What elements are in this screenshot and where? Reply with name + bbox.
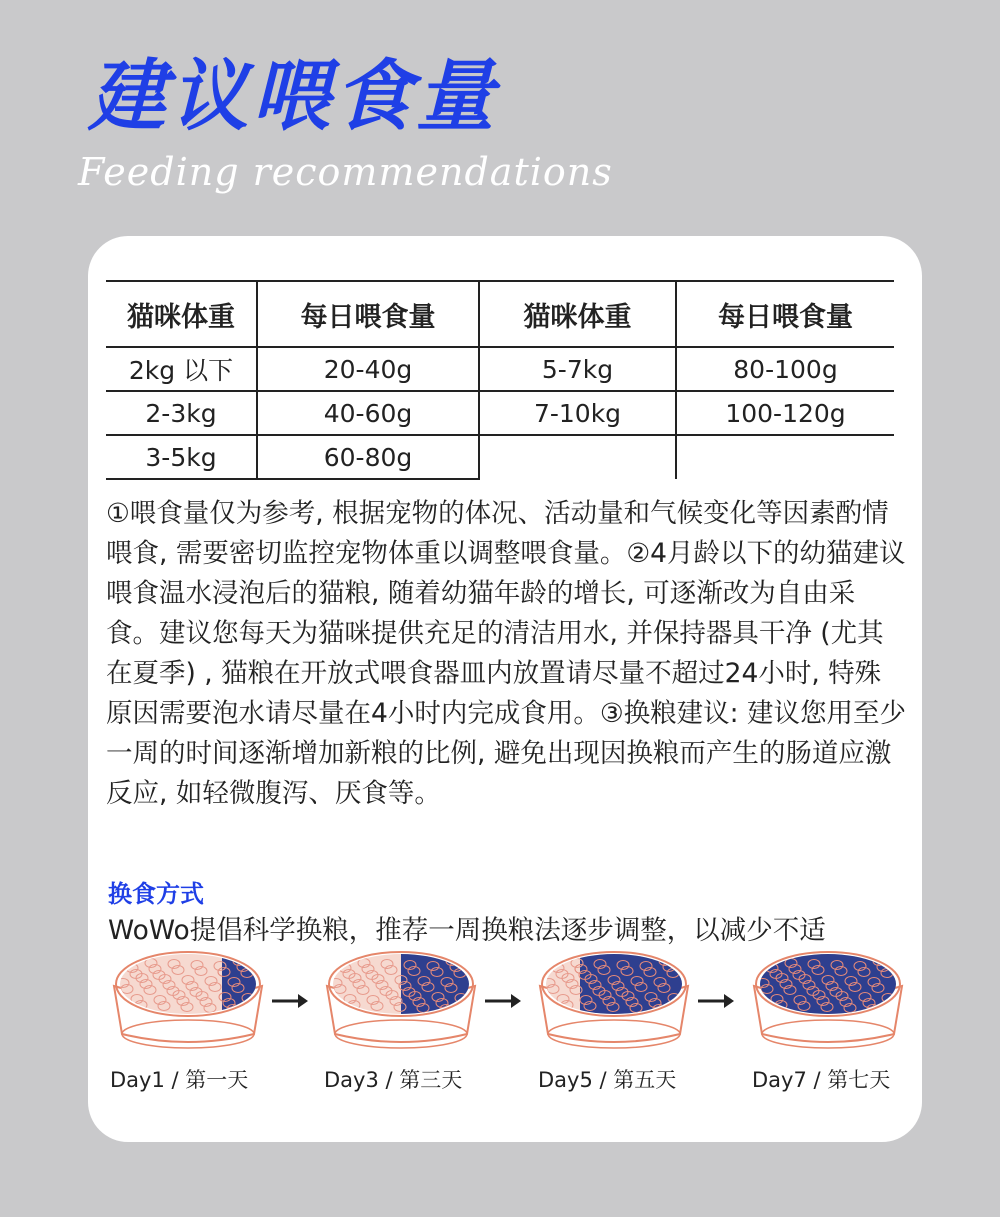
day-label: Day7 / 第七天: [752, 1068, 891, 1092]
day-label: Day3 / 第三天: [324, 1068, 463, 1092]
food-bowl-icon: [321, 946, 481, 1056]
table-cell: 7-10kg: [479, 391, 676, 435]
table-cell: 5-7kg: [479, 347, 676, 391]
table-row: [106, 435, 894, 479]
table-header-cell: 猫咪体重: [479, 281, 676, 347]
food-bowl-icon: [108, 946, 268, 1056]
table-cell: 100-120g: [676, 391, 894, 435]
table-cell: 2kg 以下: [106, 347, 257, 391]
day-label: Day5 / 第五天: [538, 1068, 677, 1092]
table-header-row: [106, 281, 894, 347]
feeding-notes: ①喂食量仅为参考, 根据宠物的体况、活动量和气候变化等因素酌情喂食, 需要密切监控宠物体重以调整喂食量。②4月龄以下的幼猫建议喂食温水浸泡后的猫粮, 随着幼猫年龄的增长, 可逐渐改为自由采食。建议您每天为猫咪提供充足的清洁用水, 并保持器具干净 (尤其在夏季) , 猫粮在开放式喂食器皿内放置请尽量不超过24小时, 特殊原因需要泡水请尽量在4小时内完成食用。③换粮建议: 建议您用至少一周的时间逐渐增加新粮的比例, 避免出现因换粮而产生的肠道应激反应, 如轻微腹泻、厌食等。: [106, 498, 906, 809]
table-header-cell: 每日喂食量: [676, 281, 894, 347]
table-cell: 60-80g: [257, 435, 479, 479]
table-cell: 80-100g: [676, 347, 894, 391]
table-row: [106, 347, 894, 391]
arrow-right-icon: [270, 991, 310, 1011]
day-label: Day1 / 第一天: [110, 1068, 249, 1092]
page-subtitle: Feeding recommendations: [78, 150, 613, 194]
switch-method-title: 换食方式: [108, 880, 204, 908]
switch-method-description: WoWo提倡科学换粮，推荐一周换粮法逐步调整，以减少不适: [108, 915, 826, 946]
table-cell: 20-40g: [257, 347, 479, 391]
table-cell: [479, 435, 676, 479]
table-header-cell: 每日喂食量: [257, 281, 479, 347]
feeding-table: [106, 280, 894, 480]
arrow-right-icon: [483, 991, 523, 1011]
table-cell: 2-3kg: [106, 391, 257, 435]
page-title: 建议喂食量: [88, 52, 499, 142]
table-header-cell: 猫咪体重: [106, 281, 257, 347]
content-card: [88, 236, 922, 1142]
table-cell: [676, 435, 894, 479]
table-cell: 3-5kg: [106, 435, 257, 479]
table-cell: 40-60g: [257, 391, 479, 435]
food-bowl-icon: [748, 946, 908, 1056]
arrow-right-icon: [696, 991, 736, 1011]
food-bowl-icon: [534, 946, 694, 1056]
table-row: [106, 391, 894, 435]
